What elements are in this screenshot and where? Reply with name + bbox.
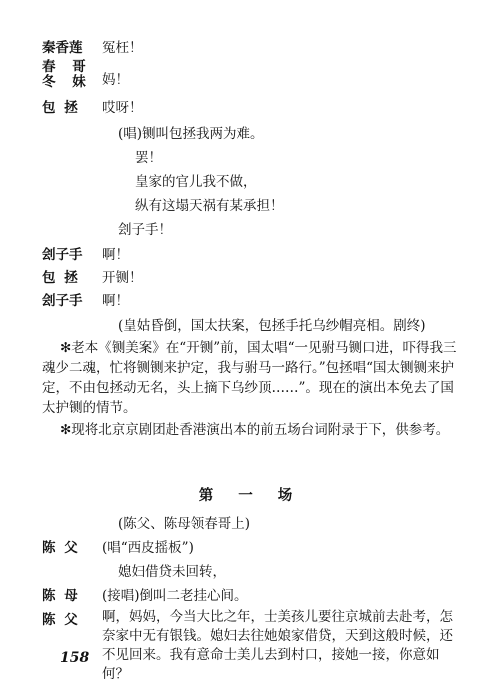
line-text: 啊，妈妈，今当大比之年，士美孩儿要往京城前去赴考，怎奈家中无有银钱。媳妇去往她娘家借贷，天到这般时候，还不见回来。我有意命士美儿去到村口，接她一接，你意如何？ bbox=[102, 609, 453, 682]
speaker-name: 秦香莲 bbox=[42, 40, 83, 56]
script-line bbox=[0, 146, 501, 168]
line-text: 妈！ bbox=[102, 72, 129, 88]
speaker-name: 陈 父 bbox=[42, 540, 80, 556]
script-line bbox=[0, 194, 501, 216]
line-text: 开铡！ bbox=[102, 270, 143, 286]
speaker-pair bbox=[42, 60, 92, 90]
line-text: (唱)铡叫包拯我两为难。 bbox=[118, 126, 264, 142]
speaker-name: 春 哥 bbox=[42, 59, 92, 75]
speaker-name: 刽子手 bbox=[42, 247, 83, 263]
script-line bbox=[0, 122, 501, 144]
speaker-name: 刽子手 bbox=[42, 293, 83, 309]
line-text: 啊！ bbox=[102, 247, 129, 263]
stage-direction: (陈父、陈母领春哥上) bbox=[118, 516, 251, 532]
script-line bbox=[0, 218, 501, 240]
speaker-name: 陈 母 bbox=[42, 588, 80, 604]
speaker-name: 冬 妹 bbox=[42, 74, 92, 90]
line-text: 冤枉！ bbox=[102, 40, 143, 56]
line-text: 罢！ bbox=[135, 150, 162, 166]
line-text: 刽子手！ bbox=[118, 222, 172, 238]
scene-title: 第 一 场 bbox=[198, 487, 303, 504]
speaker-name: 包 拯 bbox=[42, 270, 80, 286]
script-line bbox=[0, 536, 501, 558]
script-line bbox=[0, 289, 501, 311]
line-text: (接唱)倒叫二老挂心间。 bbox=[102, 588, 248, 604]
script-line bbox=[0, 266, 501, 288]
stage-direction: (皇姑昏倒，国太扶案，包拯手托乌纱帽亮相。剧终) bbox=[118, 318, 426, 334]
page-number: 158 bbox=[60, 650, 90, 666]
script-line bbox=[0, 96, 501, 118]
script-line bbox=[0, 170, 501, 192]
speaker-name: 陈 父 bbox=[42, 612, 80, 628]
script-line bbox=[0, 243, 501, 265]
speaker-name: 包 拯 bbox=[42, 100, 80, 116]
line-text: 哎呀！ bbox=[102, 100, 143, 116]
footnote: ✻老本《铡美案》在“开铡”前，国太唱“一见驸马铡口进，吓得我三魂少二魂，忙将铡铡来护定，我与驸马一路行。”包拯唱“国太铡铡来护定，不由包拯动无名，头上摘下乌纱顶……”。现在的演出本免去了国太护铡的情节。 bbox=[42, 340, 457, 416]
footnote: ✻现将北京京剧团赴香港演出本的前五场台词附录于下，供参考。 bbox=[60, 422, 450, 438]
line-text: 媳妇借贷未回转， bbox=[118, 564, 226, 580]
line-text: 啊！ bbox=[102, 293, 129, 309]
script-line bbox=[0, 60, 501, 94]
line-text: 纵有这塌天祸有某承担！ bbox=[135, 198, 284, 214]
line-text: 皇家的官儿我不做， bbox=[135, 174, 257, 190]
script-line bbox=[0, 584, 501, 606]
script-line bbox=[0, 560, 501, 582]
script-line bbox=[0, 36, 501, 58]
line-text: (唱“西皮摇板”) bbox=[102, 540, 194, 556]
